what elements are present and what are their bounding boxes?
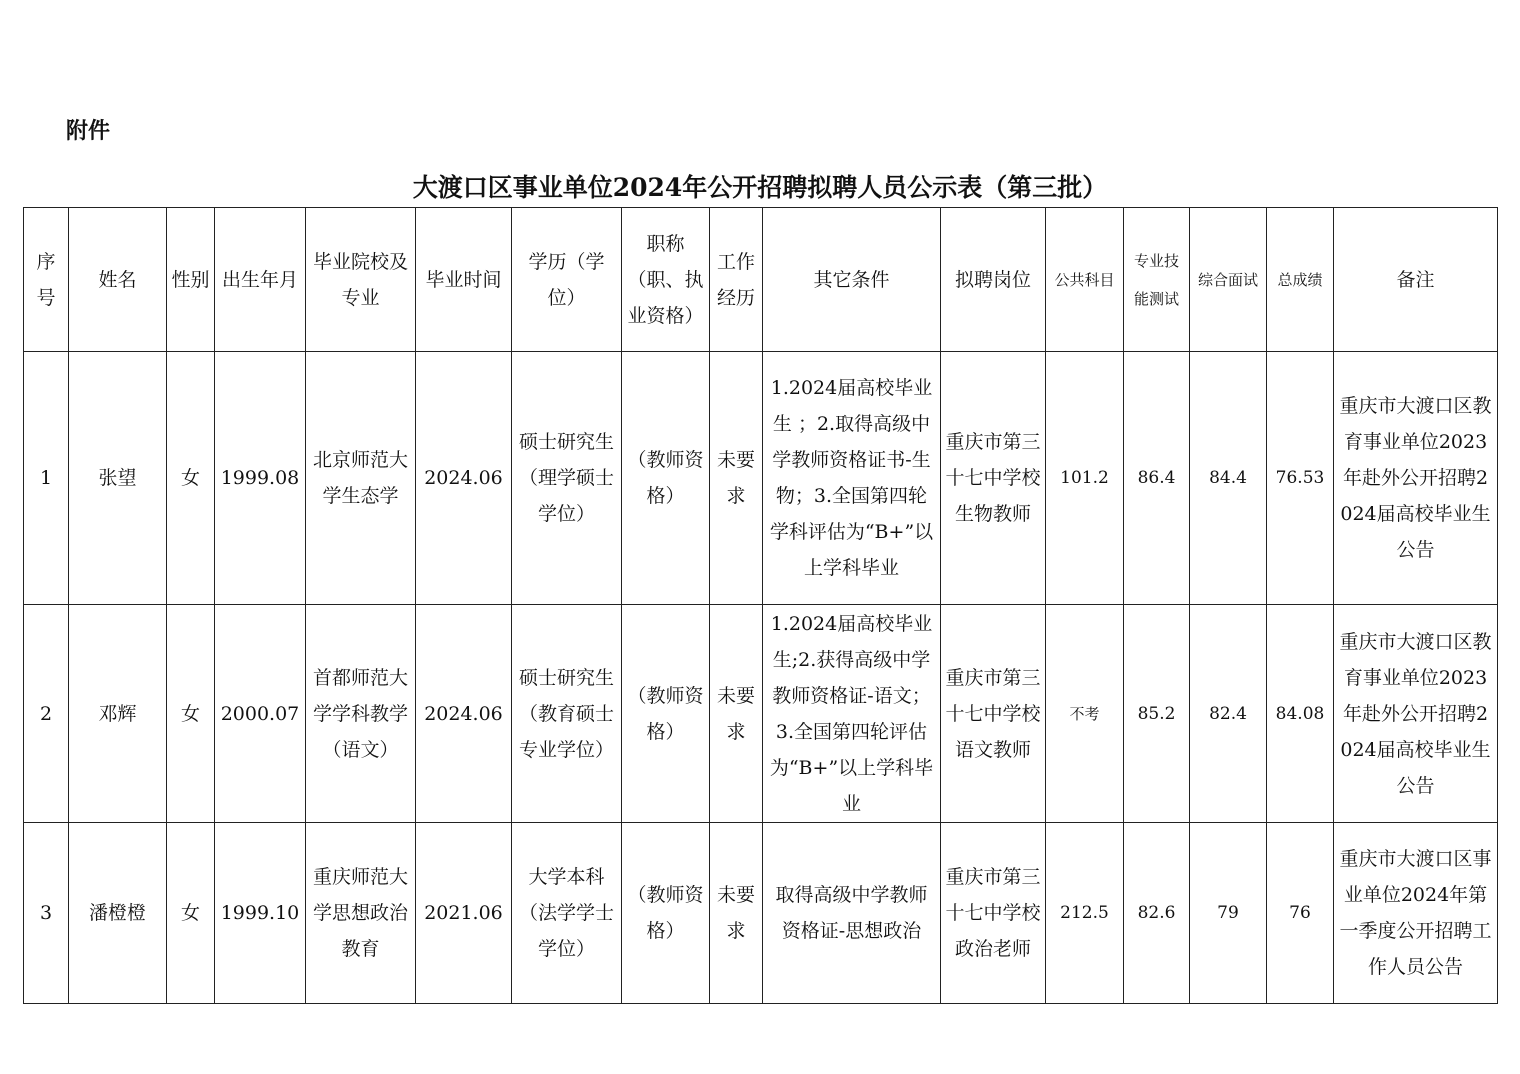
header-cell: 学历（学位） — [512, 208, 622, 352]
header-cell: 序号 — [24, 208, 69, 352]
cell-gender: 女 — [167, 605, 215, 823]
cell-remark: 重庆市大渡口区事业单位2024年第一季度公开招聘工作人员公告 — [1334, 823, 1498, 1004]
cell-public-subject: 不考 — [1046, 605, 1124, 823]
cell-degree: 硕士研究生（理学硕士学位） — [512, 352, 622, 605]
cell-grad-time: 2024.06 — [416, 605, 512, 823]
cell-interview: 84.4 — [1190, 352, 1267, 605]
cell-no: 3 — [24, 823, 69, 1004]
cell-total: 76 — [1267, 823, 1334, 1004]
cell-grad-time: 2024.06 — [416, 352, 512, 605]
personnel-table — [23, 207, 1498, 1004]
header-cell: 总成绩 — [1267, 208, 1334, 352]
attachment-label: 附件 — [66, 119, 111, 144]
header-cell: 拟聘岗位 — [941, 208, 1046, 352]
header-cell: 职称（职、执业资格） — [622, 208, 710, 352]
cell-gender: 女 — [167, 823, 215, 1004]
table-row — [24, 823, 1498, 1004]
cell-title: （教师资格） — [622, 352, 710, 605]
cell-birth: 1999.10 — [215, 823, 306, 1004]
header-cell: 备注 — [1334, 208, 1498, 352]
cell-experience: 未要求 — [710, 352, 763, 605]
cell-experience: 未要求 — [710, 823, 763, 1004]
cell-grad-time: 2021.06 — [416, 823, 512, 1004]
cell-position: 重庆市第三十七中学校语文教师 — [941, 605, 1046, 823]
header-cell: 毕业时间 — [416, 208, 512, 352]
cell-conditions: 1.2024届高校毕业生 ；2.取得高级中学教师资格证书-生物；3.全国第四轮学科评估为“B+”以上学科毕业 — [763, 352, 941, 605]
cell-title: （教师资格） — [622, 605, 710, 823]
cell-school: 首都师范大学学科教学（语文） — [306, 605, 416, 823]
cell-skill-test: 86.4 — [1124, 352, 1190, 605]
cell-birth: 1999.08 — [215, 352, 306, 605]
header-cell: 专业技能测试 — [1124, 208, 1190, 352]
cell-birth: 2000.07 — [215, 605, 306, 823]
cell-total: 76.53 — [1267, 352, 1334, 605]
cell-school: 重庆师范大学思想政治教育 — [306, 823, 416, 1004]
header-cell: 公共科目 — [1046, 208, 1124, 352]
cell-interview: 79 — [1190, 823, 1267, 1004]
cell-total: 84.08 — [1267, 605, 1334, 823]
cell-position: 重庆市第三十七中学校生物教师 — [941, 352, 1046, 605]
cell-name: 邓辉 — [69, 605, 167, 823]
cell-remark: 重庆市大渡口区教育事业单位2023年赴外公开招聘2024届高校毕业生公告 — [1334, 605, 1498, 823]
cell-degree: 大学本科（法学学士学位） — [512, 823, 622, 1004]
header-row — [24, 208, 1498, 352]
cell-no: 2 — [24, 605, 69, 823]
document-title: 大渡口区事业单位2024年公开招聘拟聘人员公示表（第三批） — [412, 173, 1108, 202]
header-cell: 综合面试 — [1190, 208, 1267, 352]
cell-skill-test: 82.6 — [1124, 823, 1190, 1004]
cell-remark: 重庆市大渡口区教育事业单位2023年赴外公开招聘2024届高校毕业生公告 — [1334, 352, 1498, 605]
cell-skill-test: 85.2 — [1124, 605, 1190, 823]
cell-position: 重庆市第三十七中学校政治老师 — [941, 823, 1046, 1004]
cell-interview: 82.4 — [1190, 605, 1267, 823]
table-row — [24, 605, 1498, 823]
header-cell: 工作经历 — [710, 208, 763, 352]
cell-gender: 女 — [167, 352, 215, 605]
header-cell: 毕业院校及专业 — [306, 208, 416, 352]
cell-no: 1 — [24, 352, 69, 605]
cell-name: 潘橙橙 — [69, 823, 167, 1004]
cell-school: 北京师范大学生态学 — [306, 352, 416, 605]
cell-name: 张望 — [69, 352, 167, 605]
cell-conditions: 取得高级中学教师资格证-思想政治 — [763, 823, 941, 1004]
cell-experience: 未要求 — [710, 605, 763, 823]
cell-degree: 硕士研究生（教育硕士专业学位） — [512, 605, 622, 823]
header-cell: 出生年月 — [215, 208, 306, 352]
header-cell: 其它条件 — [763, 208, 941, 352]
cell-conditions: 1.2024届高校毕业生;2.获得高级中学教师资格证-语文；3.全国第四轮评估为“B+”以上学科毕业 — [763, 605, 941, 823]
cell-public-subject: 212.5 — [1046, 823, 1124, 1004]
cell-title: （教师资格） — [622, 823, 710, 1004]
table-row — [24, 352, 1498, 605]
header-cell: 性别 — [167, 208, 215, 352]
cell-public-subject: 101.2 — [1046, 352, 1124, 605]
header-cell: 姓名 — [69, 208, 167, 352]
